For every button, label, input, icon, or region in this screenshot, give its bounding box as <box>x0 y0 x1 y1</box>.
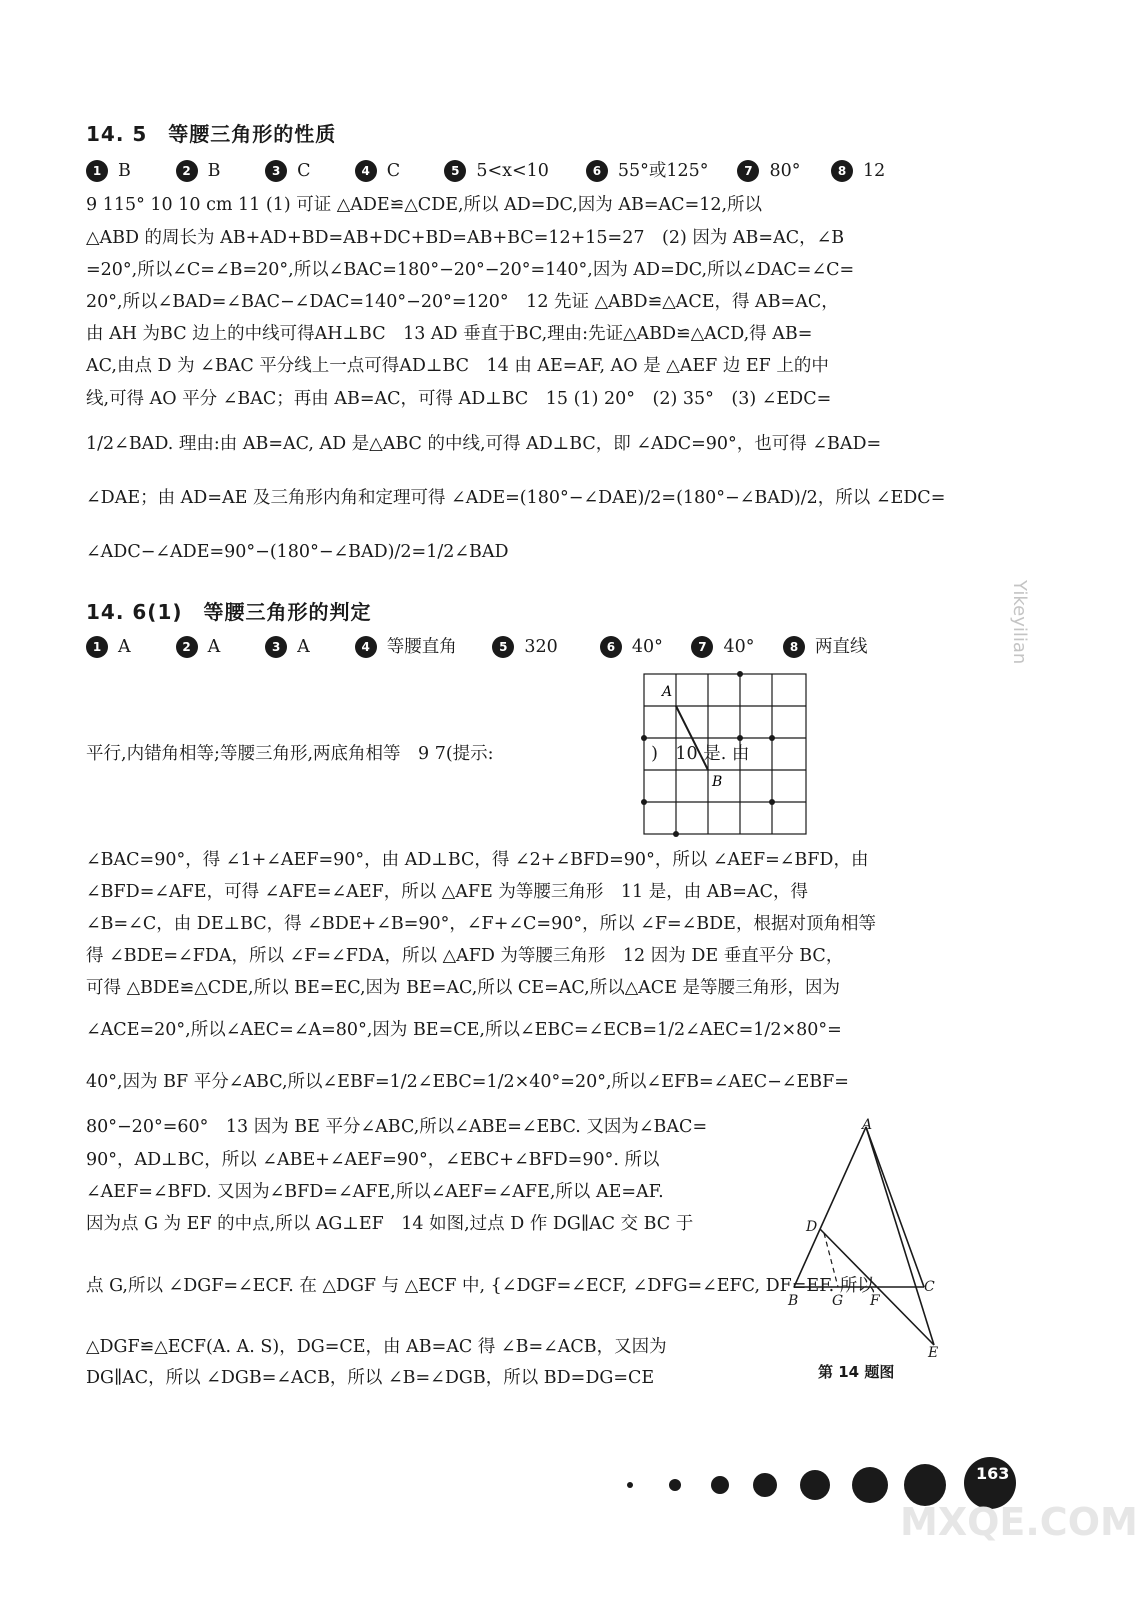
answer-8: 12 <box>863 160 886 181</box>
s1-line-3: =20°,所以∠C=∠B=20°,所以∠BAC=180°−20°−20°=140°,因为 AD=DC,所以∠DAC=∠C= <box>86 260 855 280</box>
s1-line-7: 线,可得 AO 平分 ∠BAC；再由 AB=AC，可得 AD⊥BC 15 (1) 20° (2) 35° (3) ∠EDC= <box>86 389 832 409</box>
badge-5: 5 <box>492 636 514 658</box>
s2-line-4: 得 ∠BDE=∠FDA，所以 ∠F=∠FDA，所以 △AFD 为等腰三角形 12 因为 DE 垂直平分 BC， <box>86 946 844 966</box>
badge-1: 1 <box>86 160 108 182</box>
fig14-label-e: E <box>928 1345 939 1361</box>
fig14-label-f: F <box>870 1293 880 1309</box>
side-brand-text: Yikeyilian <box>1009 580 1030 665</box>
s2-line-5: 可得 △BDE≌△CDE,所以 BE=EC,因为 BE=AC,所以 CE=AC,所以△ACE 是等腰三角形，因为 <box>86 978 841 998</box>
s2-line-13: △DGF≌△ECF(A. A. S)，DG=CE，由 AB=AC 得 ∠B=∠ACB，又因为 <box>86 1337 667 1357</box>
badge-8: 8 <box>783 636 805 658</box>
answer-1: B <box>118 160 131 181</box>
answer-6: 55°或125° <box>617 160 709 181</box>
answer-3: A <box>297 636 310 657</box>
answer-3: C <box>297 160 311 181</box>
s2-line-7: 40°,因为 BF 平分∠ABC,所以∠EBF=1/2∠EBC=1/2×40°=20°,所以∠EFB=∠AEC−∠EBF= <box>86 1072 849 1092</box>
s2-line-2: ∠BFD=∠AFE，可得 ∠AFE=∠AEF，所以 △AFE 为等腰三角形 11 是，由 AB=AC，得 <box>86 882 808 902</box>
s1-line-9: ∠DAE；由 AD=AE 及三角形内角和定理可得 ∠ADE=(180°−∠DAE)/2=(180°−∠BAD)/2，所以 ∠EDC= <box>86 488 946 508</box>
badge-5: 5 <box>444 160 466 182</box>
site-watermark: MXQE.COM <box>900 1500 1138 1544</box>
s2-line-8: 80°−20°=60° 13 因为 BE 平分∠ABC,所以∠ABE=∠EBC. 又因为∠BAC= <box>86 1117 708 1137</box>
answer-7: 80° <box>769 160 801 181</box>
fig14-label-g: G <box>832 1293 844 1309</box>
fig14-label-c: C <box>924 1279 935 1295</box>
s1-line-4: 20°,所以∠BAD=∠BAC−∠DAC=140°−20°=120° 12 先证 △ABD≌△ACE，得 AB=AC， <box>86 292 839 312</box>
section-title-14-5: 14. 5 等腰三角形的性质 <box>86 122 337 146</box>
page-number: 163 <box>976 1464 1010 1483</box>
s2-line-3: ∠B=∠C，由 DE⊥BC，得 ∠BDE+∠B=90°，∠F+∠C=90°，所以 ∠F=∠BDE，根据对顶角相等 <box>86 914 876 934</box>
answer-6: 40° <box>631 636 663 657</box>
badge-6: 6 <box>600 636 622 658</box>
badge-7: 7 <box>737 160 759 182</box>
s1-line-10: ∠ADC−∠ADE=90°−(180°−∠BAD)/2=1/2∠BAD <box>86 542 509 562</box>
s2-line-11: 因为点 G 为 EF 的中点,所以 AG⊥EF 14 如图,过点 D 作 DG∥AC 交 BC 于 <box>86 1214 694 1234</box>
answer-8: 两直线 <box>815 636 868 657</box>
grid-label-a: A <box>662 684 673 700</box>
answer-4: C <box>386 160 401 181</box>
s2-line-9: 90°，AD⊥BC，所以 ∠ABE+∠AEF=90°，∠EBC+∠BFD=90°. 所以 <box>86 1150 660 1170</box>
section-title-14-6: 14. 6(1) 等腰三角形的判定 <box>86 600 372 624</box>
answer-2: B <box>207 160 221 181</box>
s1-line-5: 由 AH 为BC 边上的中线可得AH⊥BC 13 AD 垂直于BC,理由:先证△ABD≌△ACD,得 AB= <box>86 324 813 344</box>
answers-row-1 <box>86 158 976 183</box>
answer-1: A <box>118 636 131 657</box>
badge-7: 7 <box>691 636 713 658</box>
s1-line-2: △ABD 的周长为 AB+AD+BD=AB+DC+BD=AB+BC=12+15=27 (2) 因为 AB=AC，∠B <box>86 228 845 248</box>
s2-line-12: 点 G,所以 ∠DGF=∠ECF. 在 △DGF 与 △ECF 中, {∠DGF=∠ECF, ∠DFG=∠EFC, DF=EF. 所以 <box>86 1276 875 1296</box>
badge-6: 6 <box>586 160 608 182</box>
answer-7: 40° <box>723 636 755 657</box>
answer-2: A <box>207 636 221 657</box>
badge-8: 8 <box>831 160 853 182</box>
s2-line-grid: 平行,内错角相等;等腰三角形,两底角相等 9 7(提示: ) 10 是. 由 <box>86 744 750 764</box>
s2-line-6: ∠ACE=20°,所以∠AEC=∠A=80°,因为 BE=CE,所以∠EBC=∠ECB=1/2∠AEC=1/2×80°= <box>86 1020 842 1040</box>
s1-line-8: 1/2∠BAD. 理由:由 AB=AC, AD 是△ABC 的中线,可得 AD⊥BC，即 ∠ADC=90°，也可得 ∠BAD= <box>86 434 882 454</box>
badge-3: 3 <box>265 160 287 182</box>
badge-2: 2 <box>176 636 198 658</box>
s2-line-1: ∠BAC=90°，得 ∠1+∠AEF=90°，由 AD⊥BC，得 ∠2+∠BFD=90°，所以 ∠AEF=∠BFD，由 <box>86 850 869 870</box>
answer-5: 5<x<10 <box>476 160 549 181</box>
s1-line-6: AC,由点 D 为 ∠BAC 平分线上一点可得AD⊥BC 14 由 AE=AF, AO 是 △AEF 边 EF 上的中 <box>86 356 829 376</box>
badge-4: 4 <box>355 636 377 658</box>
badge-2: 2 <box>176 160 198 182</box>
fig14-label-b: B <box>788 1293 799 1309</box>
s2-line-10: ∠AEF=∠BFD. 又因为∠BFD=∠AFE,所以∠AEF=∠AFE,所以 AE=AF. <box>86 1182 664 1202</box>
answers-row-2 <box>86 634 976 659</box>
s1-line-1: 9 115° 10 10 cm 11 (1) 可证 △ADE≌△CDE,所以 AD=DC,因为 AB=AC=12,所以 <box>86 195 763 215</box>
badge-4: 4 <box>355 160 377 182</box>
fig14-label-d: D <box>806 1219 818 1235</box>
badge-3: 3 <box>265 636 287 658</box>
fig14-caption: 第 14 题图 <box>818 1363 895 1381</box>
answer-5: 320 <box>524 636 558 657</box>
grid-label-b: B <box>712 774 723 790</box>
s2-line-14: DG∥AC，所以 ∠DGB=∠ACB，所以 ∠B=∠DGB，所以 BD=DG=CE <box>86 1368 655 1388</box>
badge-1: 1 <box>86 636 108 658</box>
fig14-label-a: A <box>862 1117 873 1133</box>
q14-triangle-figure <box>780 1115 960 1360</box>
answer-4: 等腰直角 <box>386 636 457 657</box>
